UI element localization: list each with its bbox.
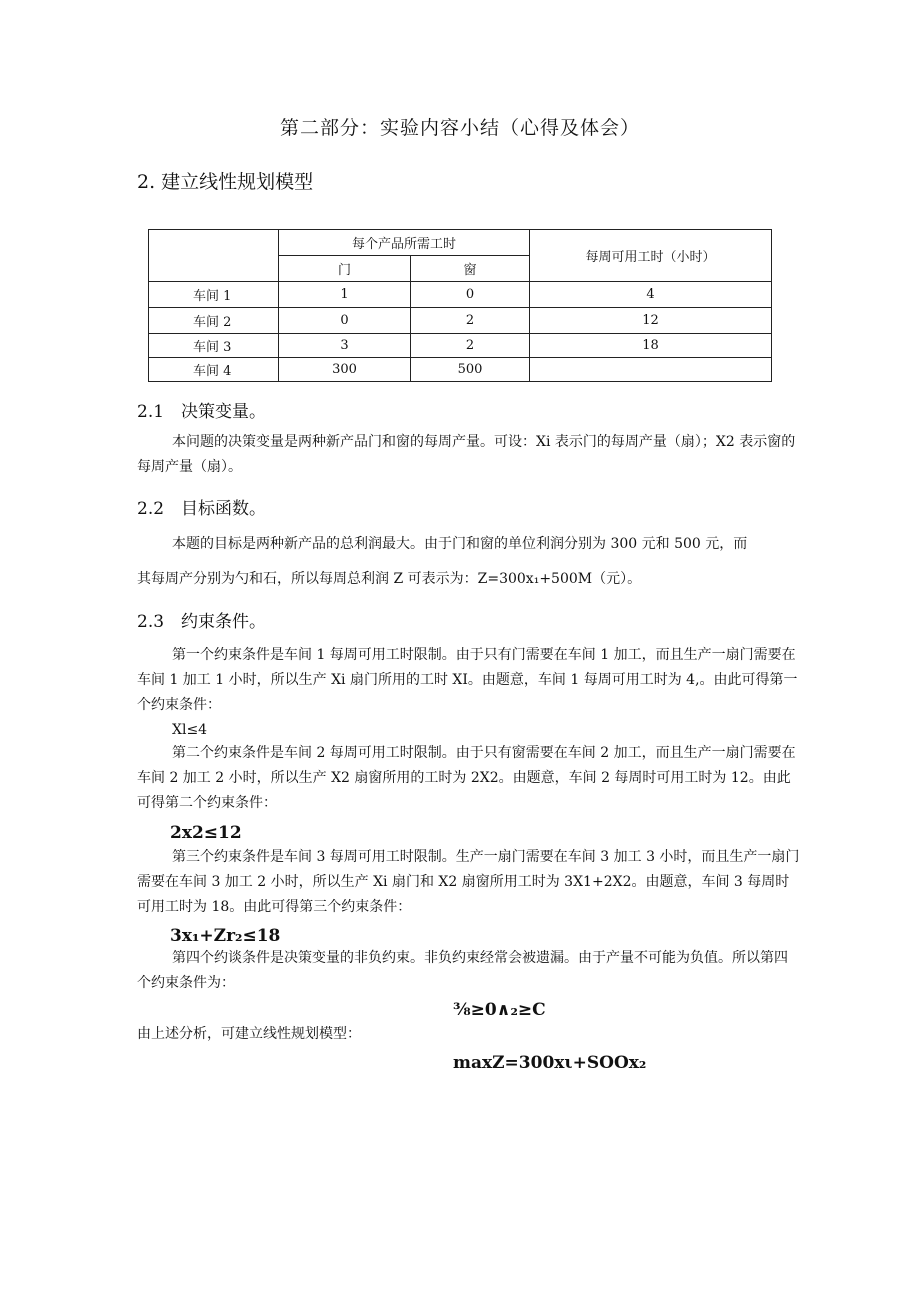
row-label: 车间 3 bbox=[149, 333, 279, 357]
table-row bbox=[149, 357, 772, 381]
window-cell: 500 bbox=[411, 357, 530, 381]
table-row bbox=[149, 282, 772, 307]
door-cell: 300 bbox=[279, 357, 411, 381]
objective-paragraph-line2: 其每周产分别为勺和石，所以每周总利润 Z 可表示为：Z=300x₁+500M（元）。 bbox=[137, 571, 642, 587]
header-group-cell: 每个产品所需工时 bbox=[279, 230, 530, 256]
model-intro: 由上述分析，可建立线性规划模型： bbox=[137, 1026, 361, 1042]
section-title: 决策变量。 bbox=[181, 402, 266, 422]
page-title: 第二部分：实验内容小结（心得及体会） bbox=[279, 117, 640, 139]
section-2-1-heading bbox=[137, 397, 266, 422]
section-number: 2.2 bbox=[137, 499, 165, 519]
window-cell: 2 bbox=[411, 333, 530, 357]
constraint-3-formula: 3x₁+Zr₂≤18 bbox=[170, 926, 281, 946]
hours-cell bbox=[530, 357, 772, 381]
hours-cell: 18 bbox=[530, 333, 772, 357]
section-title: 目标函数。 bbox=[181, 499, 266, 519]
hours-cell: 12 bbox=[530, 307, 772, 333]
section-heading: 2. 建立线性规划模型 bbox=[137, 171, 314, 193]
header-window-cell: 窗 bbox=[411, 256, 530, 282]
row-label: 车间 2 bbox=[149, 307, 279, 333]
section-title: 约束条件。 bbox=[181, 612, 266, 632]
section-2-3-heading bbox=[137, 607, 266, 632]
row-label: 车间 4 bbox=[149, 357, 279, 381]
constraint-2-paragraph: 第二个约束条件是车间 2 每周可用工时限制。由于只有窗需要在车间 2 加工，而且生产一扇门需要在车间 2 加工 2 小时，所以生产 X2 扇窗所用的工时为 2X2。由题意，车间 2 每周时可用工时为 12。由此可得第二个约束条件： bbox=[137, 745, 796, 811]
constraint-3-paragraph: 第三个约束条件是车间 3 每周可用工时限制。生产一扇门需要在车间 3 加工 3 小时，而且生产一扇门需要在车间 3 加工 2 小时，所以生产 Xi 扇门和 X2 扇窗所用工时为 3X1+2X2。由题意，车间 3 每周时可用工时为 18。由此可得第三个约束条件： bbox=[137, 849, 800, 915]
section-2-2-heading bbox=[137, 494, 266, 519]
decision-variables-paragraph: 本问题的决策变量是两种新产品门和窗的每周产量。可设：Xi 表示门的每周产量（扇）；X2 表示窗的每周产量（扇）。 bbox=[137, 434, 796, 475]
constraint-4-paragraph: 第四个约谈条件是决策变量的非负约束。非负约束经常会被遗漏。由于产量不可能为负值。所以第四个约束条件为： bbox=[137, 950, 788, 991]
workshop-hours-table bbox=[148, 229, 772, 382]
window-cell: 0 bbox=[411, 282, 530, 307]
constraint-1-formula: Xl≤4 bbox=[172, 722, 208, 738]
objective-paragraph-line1: 本题的目标是两种新产品的总利润最大。由于门和窗的单位利润分别为 300 元和 500 元，而 bbox=[172, 536, 748, 552]
constraint-4-formula: ⅜≥0∧₂≥C bbox=[453, 1000, 546, 1020]
header-hours-cell: 每周可用工时（小时） bbox=[530, 230, 772, 282]
door-cell: 0 bbox=[279, 307, 411, 333]
section-number: 2.1 bbox=[137, 402, 165, 422]
constraint-1-paragraph: 第一个约束条件是车间 1 每周可用工时限制。由于只有门需要在车间 1 加工，而且生产一扇门需要在车间 1 加工 1 小时，所以生产 Xi 扇门所用的工时 XI。由题意，车间 1 每周可用工时为 4,。由此可得第一个约束条件： bbox=[137, 647, 798, 713]
section-number: 2.3 bbox=[137, 612, 165, 632]
window-cell: 2 bbox=[411, 307, 530, 333]
header-door-cell: 门 bbox=[279, 256, 411, 282]
constraint-2-formula: 2x2≤12 bbox=[170, 823, 242, 843]
table-corner-cell bbox=[149, 230, 279, 282]
lp-model-formula: maxZ=300xι+SOOx₂ bbox=[453, 1053, 647, 1073]
door-cell: 3 bbox=[279, 333, 411, 357]
row-label: 车间 1 bbox=[149, 282, 279, 307]
door-cell: 1 bbox=[279, 282, 411, 307]
table-row bbox=[149, 333, 772, 357]
table-row bbox=[149, 307, 772, 333]
hours-cell: 4 bbox=[530, 282, 772, 307]
